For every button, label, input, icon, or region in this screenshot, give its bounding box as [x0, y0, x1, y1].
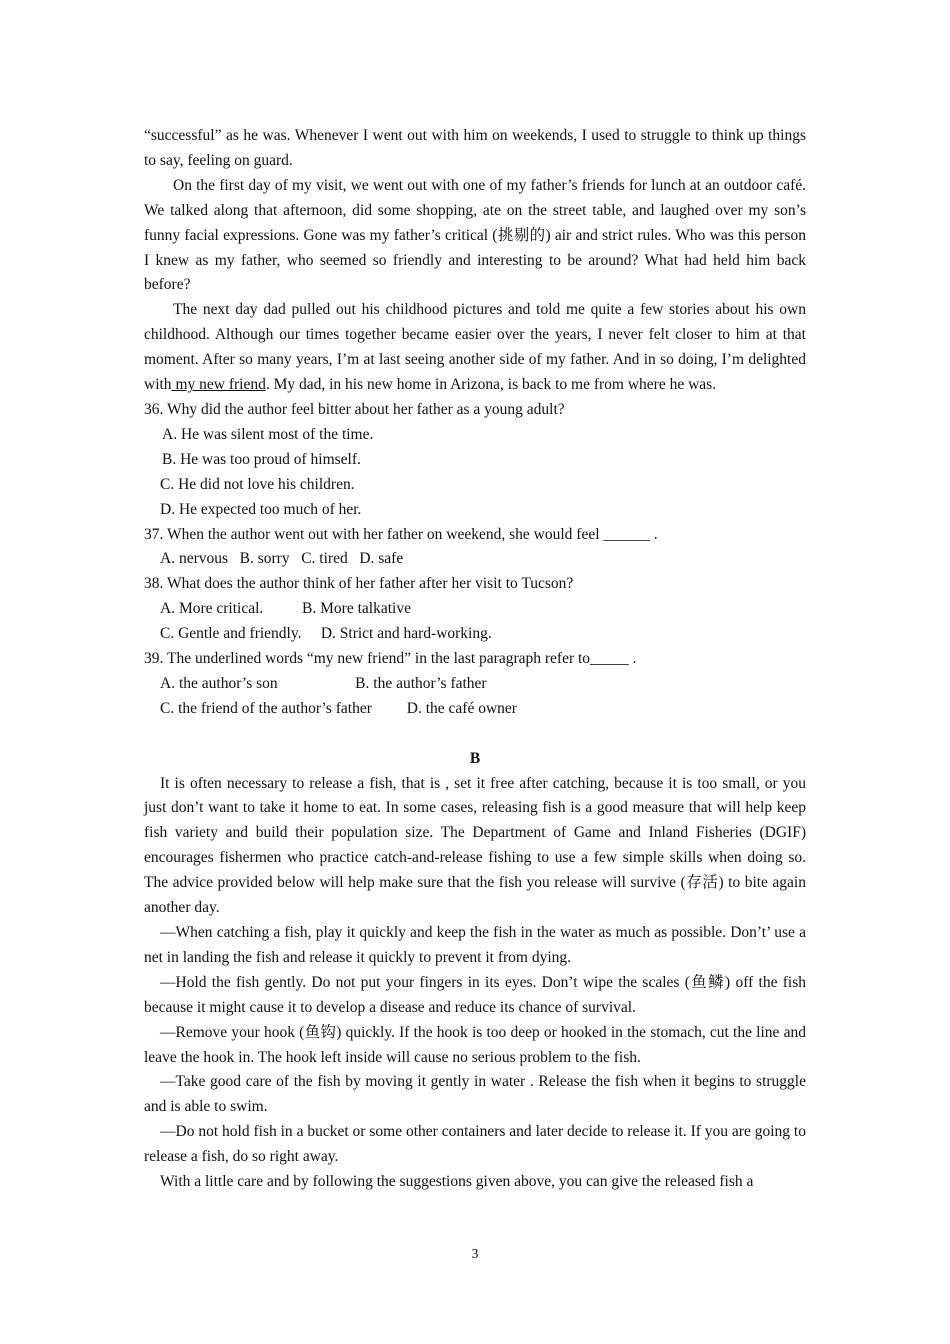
tip-take-care: —Take good care of the fish by moving it gently in water . Release the fish when it begins to struggle and is able to swim.	[144, 1073, 806, 1116]
paragraph-next-day-text: The next day dad pulled out his childhood pictures and told me quite a few stories about his own childhood. Although our times together became easier over the years, I never felt closer to him at that moment. After so many years, I’m at last seeing another side of my father. And in so doing, I’m delighted with	[144, 301, 806, 394]
question-37-options: A. nervous B. sorry C. tired D. safe	[160, 550, 404, 568]
paragraph-continued: “successful” as he was. Whenever I went out with him on weekends, I used to struggle to think up things to say, feeling on guard.	[144, 127, 806, 169]
question-38-options-ab: A. More critical. B. More talkative	[160, 600, 411, 618]
underlined-my-new-friend: my new friend	[171, 376, 266, 394]
question-38: 38. What does the author think of her father after her visit to Tucson?	[144, 575, 574, 593]
tip-catching: —When catching a fish, play it quickly and keep the fish in the water as much as possible. Don’t’ use a net in landing the fish and release it quickly to prevent it from dying.	[144, 923, 806, 966]
question-36-option-d: D. He expected too much of her.	[160, 500, 362, 518]
tip-hold-gently: —Hold the fish gently. Do not put your fingers in its eyes. Don’t wipe the scales (鱼鳞) off the fish because it might cause it to develop a disease and reduce its chance of survival.	[144, 973, 806, 1016]
question-38-options-cd: C. Gentle and friendly. D. Strict and hard-working.	[160, 625, 492, 643]
paragraph-first-day: On the first day of my visit, we went out with one of my father’s friends for lunch at an outdoor café. We talked along that afternoon, did some shopping, ate on the street table, and laughed over my son’s funny facial expressions. Gone was my father’s critical (挑剔的) air and strict rules. Who was this person I knew as my father, who seemed so friendly and interesting to be around? What had held him back before?	[144, 176, 806, 294]
page-number: 3	[471, 1246, 479, 1261]
document-page	[144, 124, 806, 1195]
paragraph-next-day	[144, 298, 806, 398]
question-36-option-c: C. He did not love his children.	[160, 475, 355, 493]
question-37: 37. When the author went out with her father on weekend, she would feel ______ .	[144, 525, 658, 543]
paragraph-conclusion: With a little care and by following the suggestions given above, you can give the released fish a	[160, 1173, 754, 1191]
question-36-option-b: B. He was too proud of himself.	[162, 450, 361, 468]
tip-no-bucket: —Do not hold fish in a bucket or some other containers and later decide to release it. If you are going to release a fish, do so right away.	[144, 1123, 806, 1166]
question-36-option-a: A. He was silent most of the time.	[162, 425, 374, 443]
question-39-options-cd: C. the friend of the author’s father D. the café owner	[160, 699, 517, 717]
tip-remove-hook: —Remove your hook (鱼钩) quickly. If the hook is too deep or hooked in the stomach, cut the line and leave the hook in. The hook left inside will cause no serious problem to the fish.	[144, 1023, 806, 1066]
paragraph-next-day-end: . My dad, in his new home in Arizona, is back to me from where he was.	[265, 376, 717, 394]
question-36: 36. Why did the author feel bitter about her father as a young adult?	[144, 400, 565, 418]
question-39: 39. The underlined words “my new friend” in the last paragraph refer to_____ .	[144, 650, 637, 668]
question-39-options-ab: A. the author’s son B. the author’s father	[160, 674, 487, 692]
paragraph-release-fish: It is often necessary to release a fish, that is , set it free after catching, because it is too small, or you just don’t want to take it home to eat. In some cases, releasing fish is a good measure that will help keep fish variety and build their population size. The Department of Game and Inland Fisheries (DGIF) encourages fishermen who practice catch-and-release fishing to use a few simple skills when doing so. The advice provided below will help make sure that the fish you release will survive (存活) to bite again another day.	[144, 774, 806, 917]
section-heading-b: B	[469, 749, 481, 767]
section-gap	[144, 722, 806, 747]
